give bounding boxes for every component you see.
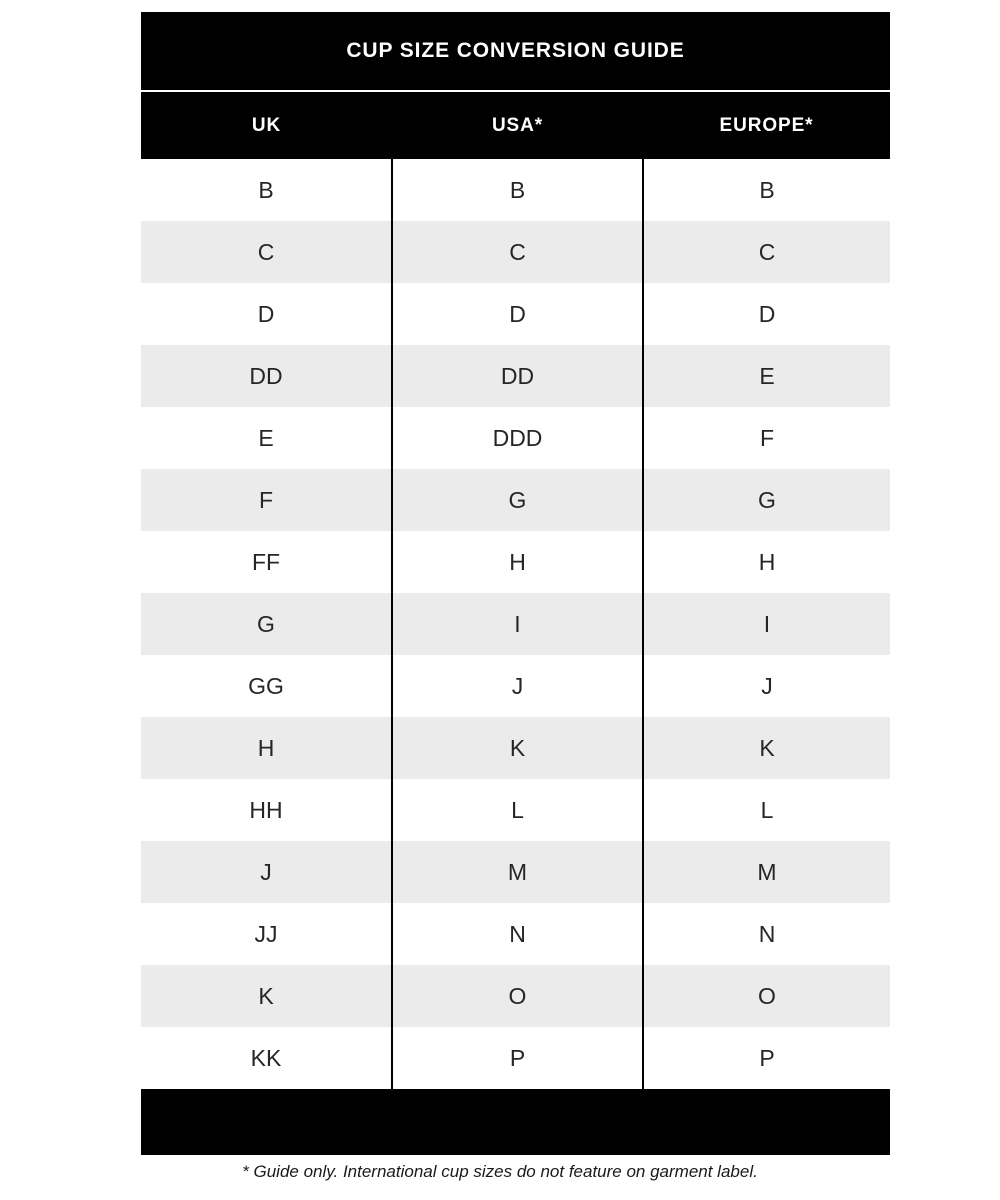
cell-usa: O — [392, 965, 643, 1027]
cell-usa: L — [392, 779, 643, 841]
table-row — [141, 345, 890, 407]
cup-size-conversion-table — [141, 12, 890, 1155]
table-head — [141, 12, 890, 159]
cell-uk: K — [141, 965, 392, 1027]
table-row — [141, 283, 890, 345]
cell-usa: D — [392, 283, 643, 345]
cell-usa: P — [392, 1027, 643, 1089]
table-row — [141, 965, 890, 1027]
cell-europe: L — [643, 779, 890, 841]
column-header-usa: USA* — [392, 91, 643, 159]
cell-usa: C — [392, 221, 643, 283]
cell-uk: E — [141, 407, 392, 469]
table-footer-bar — [141, 1089, 890, 1155]
cell-europe: G — [643, 469, 890, 531]
cell-uk: C — [141, 221, 392, 283]
cell-uk: JJ — [141, 903, 392, 965]
cell-europe: E — [643, 345, 890, 407]
cell-uk: D — [141, 283, 392, 345]
table-row — [141, 531, 890, 593]
table-row — [141, 1027, 890, 1089]
cell-europe: K — [643, 717, 890, 779]
table-row — [141, 717, 890, 779]
cell-uk: B — [141, 159, 392, 221]
cell-usa: DDD — [392, 407, 643, 469]
table-title-row — [141, 12, 890, 91]
cell-europe: M — [643, 841, 890, 903]
table-row — [141, 159, 890, 221]
table-row — [141, 655, 890, 717]
cell-uk: J — [141, 841, 392, 903]
cell-europe: P — [643, 1027, 890, 1089]
table-header-row — [141, 91, 890, 159]
cell-europe: C — [643, 221, 890, 283]
column-header-uk: UK — [141, 91, 392, 159]
cell-usa: G — [392, 469, 643, 531]
cell-europe: J — [643, 655, 890, 717]
cell-uk: G — [141, 593, 392, 655]
cell-usa: DD — [392, 345, 643, 407]
table-row — [141, 903, 890, 965]
table-row — [141, 469, 890, 531]
cell-uk: HH — [141, 779, 392, 841]
cell-europe: F — [643, 407, 890, 469]
cell-uk: DD — [141, 345, 392, 407]
table-row — [141, 221, 890, 283]
table-row — [141, 779, 890, 841]
footer-bar-cell — [141, 1089, 890, 1155]
column-header-europe: EUROPE* — [643, 91, 890, 159]
table-row — [141, 407, 890, 469]
cell-uk: FF — [141, 531, 392, 593]
cup-size-table-container — [141, 12, 890, 1155]
cell-uk: GG — [141, 655, 392, 717]
cell-europe: B — [643, 159, 890, 221]
table-body — [141, 159, 890, 1155]
cell-usa: I — [392, 593, 643, 655]
cell-usa: M — [392, 841, 643, 903]
cell-europe: I — [643, 593, 890, 655]
cell-europe: D — [643, 283, 890, 345]
cell-europe: O — [643, 965, 890, 1027]
table-row — [141, 841, 890, 903]
cell-uk: KK — [141, 1027, 392, 1089]
page-title: CUP SIZE CONVERSION GUIDE — [141, 12, 890, 91]
footnote: * Guide only. International cup sizes do not feature on garment label. — [242, 1162, 758, 1181]
table-row — [141, 593, 890, 655]
cell-europe: H — [643, 531, 890, 593]
cell-usa: H — [392, 531, 643, 593]
cell-usa: N — [392, 903, 643, 965]
cell-europe: N — [643, 903, 890, 965]
cell-usa: J — [392, 655, 643, 717]
cell-uk: H — [141, 717, 392, 779]
cell-usa: B — [392, 159, 643, 221]
cell-uk: F — [141, 469, 392, 531]
cell-usa: K — [392, 717, 643, 779]
